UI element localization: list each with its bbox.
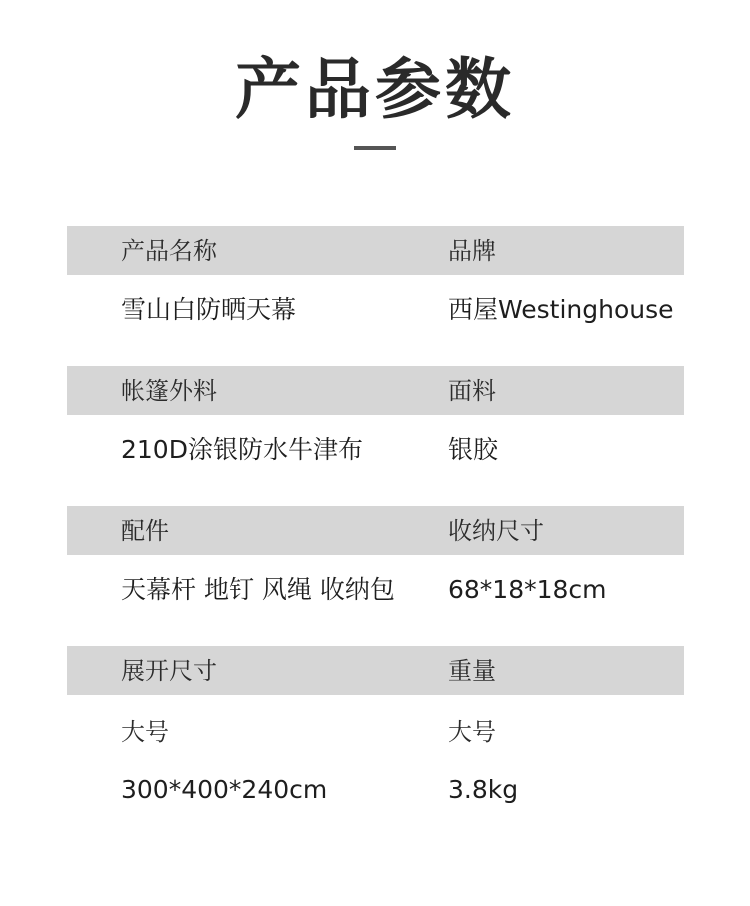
brand-label: 品牌: [448, 237, 496, 265]
brand-value: 西屋Westinghouse: [448, 295, 674, 324]
fabric-value: 银胶: [448, 435, 499, 464]
title-divider: [354, 146, 396, 150]
storage-size-label: 收纳尺寸: [448, 517, 544, 545]
open-size-variant: 大号: [121, 718, 169, 746]
weight-value: 3.8kg: [448, 775, 519, 804]
product-name-value: 雪山白防晒天幕: [121, 295, 297, 324]
open-size-label: 展开尺寸: [121, 657, 217, 685]
fabric-label: 面料: [448, 377, 496, 405]
weight-variant: 大号: [448, 718, 496, 746]
open-size-value: 300*400*240cm: [121, 775, 328, 804]
product-name-label: 产品名称: [121, 237, 217, 265]
accessories-value: 天幕杆 地钉 风绳 收纳包: [121, 575, 395, 604]
weight-label: 重量: [448, 657, 496, 685]
tent-outer-value: 210D涂银防水牛津布: [121, 435, 363, 464]
accessories-label: 配件: [121, 517, 169, 545]
page-title: 产品参数: [235, 51, 515, 128]
storage-size-value: 68*18*18cm: [448, 575, 607, 604]
tent-outer-label: 帐篷外料: [121, 377, 217, 405]
